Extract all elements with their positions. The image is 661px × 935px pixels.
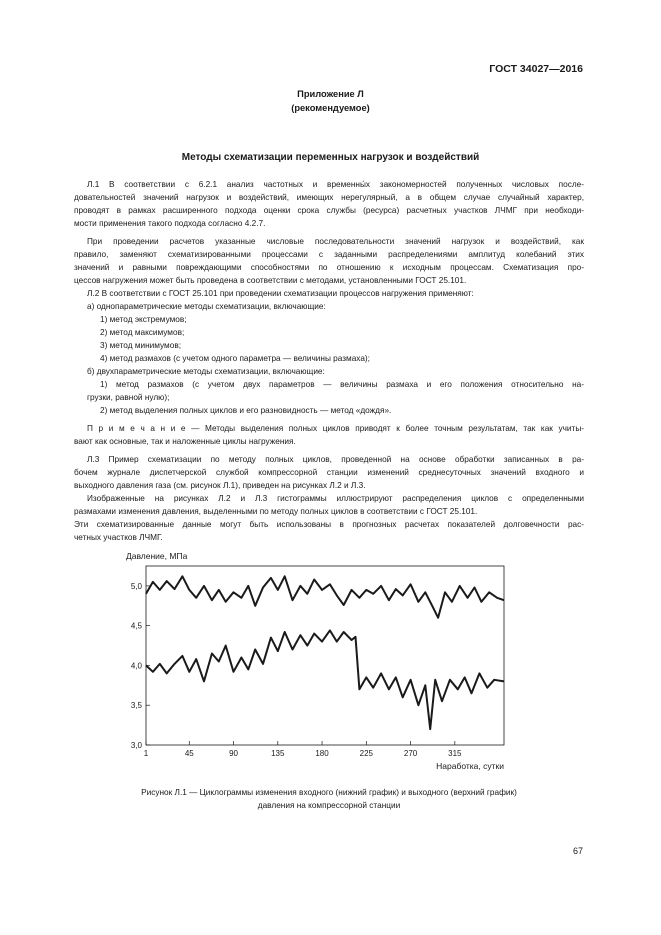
paragraph-calc bbox=[74, 235, 584, 287]
appendix-title: Приложение Л bbox=[297, 89, 364, 99]
section-title: Методы схематизации переменных нагрузок и воздействий bbox=[181, 152, 480, 163]
y-axis bbox=[131, 582, 143, 750]
outlet-pressure-line bbox=[146, 576, 504, 617]
x-tick-label: 90 bbox=[229, 749, 238, 758]
caption-line: Рисунок Л.1 — Циклограммы изменения входного (нижний график) и выходного (верхний график) bbox=[141, 788, 517, 797]
body-text bbox=[74, 178, 584, 544]
text-line: мости применения такого подхода согласно 4.2.7. bbox=[74, 219, 266, 228]
x-tick-label: 1 bbox=[143, 749, 149, 758]
text-line: довательностей значений нагрузок и воздействий, имеющих нерегулярный, а в общем случае случайный характер, bbox=[74, 193, 584, 202]
x-tick-label: 135 bbox=[271, 749, 285, 758]
standard-number: ГОСТ 34027—2016 bbox=[489, 63, 583, 75]
page-number: 67 bbox=[572, 846, 583, 856]
list-item-continuation: грузки, равной нулю); bbox=[87, 393, 170, 402]
y-tick-label: 4,5 bbox=[130, 621, 142, 631]
text-line: значений и равными повреждающими способностями по отношению к исходным процессам. Схематизация про- bbox=[74, 263, 584, 272]
x-tick-label: 315 bbox=[448, 749, 462, 758]
x-tick-label: 180 bbox=[315, 749, 329, 758]
appendix-subtitle: (рекомендуемое) bbox=[291, 103, 370, 113]
x-axis bbox=[144, 749, 462, 758]
list-a-heading: а) однопараметрические методы схематизации, включающие: bbox=[87, 302, 326, 311]
list-item: 3) метод минимумов; bbox=[100, 341, 181, 350]
paragraph-histograms bbox=[74, 492, 584, 544]
list-item: 2) метод максимумов; bbox=[100, 328, 185, 337]
y-tick-label: 4,0 bbox=[130, 661, 142, 671]
text-line: выходного давления газа (см. рисунок Л.1), приведен на рисунках Л.2 и Л.3. bbox=[74, 481, 366, 490]
text-line: четных участков ЛЧМГ. bbox=[74, 533, 163, 542]
list-b-heading: б) двухпараметрические методы схематизации, включающие: bbox=[87, 367, 325, 376]
x-axis-label: Наработка, сутки bbox=[436, 761, 504, 771]
caption-line: давления на компрессорной станции bbox=[257, 801, 401, 810]
y-axis-label: Давление, МПа bbox=[126, 551, 188, 561]
text-line: бочем журнале диспетчерской службой компрессорной станции изменений среднесуточных значений входного и bbox=[74, 468, 584, 477]
x-tick-label: 225 bbox=[359, 749, 373, 758]
y-tick-label: 3,0 bbox=[130, 741, 142, 750]
y-tick-label: 5,0 bbox=[130, 581, 142, 591]
paragraph-l1 bbox=[74, 178, 584, 230]
figure-caption bbox=[74, 786, 584, 812]
list-item: 4) метод размахов (с учетом одного параметра — величины размаха); bbox=[100, 354, 370, 363]
text-line: цессов нагружения может быть проведена в соответствии с методами, установленными ГОСТ 25.101. bbox=[74, 276, 467, 285]
text-line: правило, заменяют схематизированными процессами с заданными распределениями амплитуд колебаний этих bbox=[74, 250, 584, 259]
paragraph-l2: Л.2 В соответствии с ГОСТ 25.101 при проведении схематизации процессов нагружения применяют: bbox=[87, 289, 474, 298]
paragraph-l3 bbox=[74, 453, 584, 492]
text-line: Л.3 Пример схематизации по методу полных циклов, проведенной на основе обработки записанных в ра- bbox=[87, 455, 584, 464]
pressure-chart bbox=[110, 548, 530, 776]
text-line: Эти схематизированные данные могут быть использованы в прогнозных расчетах показателей долговечности рас- bbox=[74, 520, 584, 529]
list-item: 1) метод экстремумов; bbox=[100, 315, 187, 324]
list-item: 2) метод выделения полных циклов и его разновидность — метод «дождя». bbox=[100, 406, 392, 415]
note bbox=[74, 422, 584, 448]
inlet-pressure-line bbox=[146, 630, 504, 729]
y-tick-label: 3,5 bbox=[130, 701, 142, 711]
text-line: вают как основные, так и наложенные циклы нагружения. bbox=[74, 437, 296, 446]
x-tick-label: 270 bbox=[403, 749, 418, 758]
x-tick-label: 45 bbox=[184, 749, 194, 758]
list-item: 1) метод размахов (с учетом двух параметров — величины размаха и его положения относительно на- bbox=[100, 380, 584, 389]
text-line: П р и м е ч а н и е — Методы выделения полных циклов приводят к более точным результатам, так как учиты- bbox=[87, 424, 584, 433]
text-line: Л.1 В соответствии с 6.2.1 анализ частотных и временны́х закономерностей полученных числовых после- bbox=[87, 180, 584, 189]
text-line: проводят в рамках расширенного подхода оценки срока службы (ресурса) расчетных участков ЛЧМГ при необходи- bbox=[74, 206, 584, 215]
text-line: При проведении расчетов указанные числовые последовательности значений нагрузок и воздействий, как bbox=[87, 237, 584, 246]
text-line: Изображенные на рисунках Л.2 и Л.3 гистограммы иллюстрируют распределения циклов с определенными bbox=[87, 494, 584, 503]
text-line: размахами изменения давления, выделенными по методу полных циклов в соответствии с ГОСТ 25.101. bbox=[74, 507, 478, 516]
